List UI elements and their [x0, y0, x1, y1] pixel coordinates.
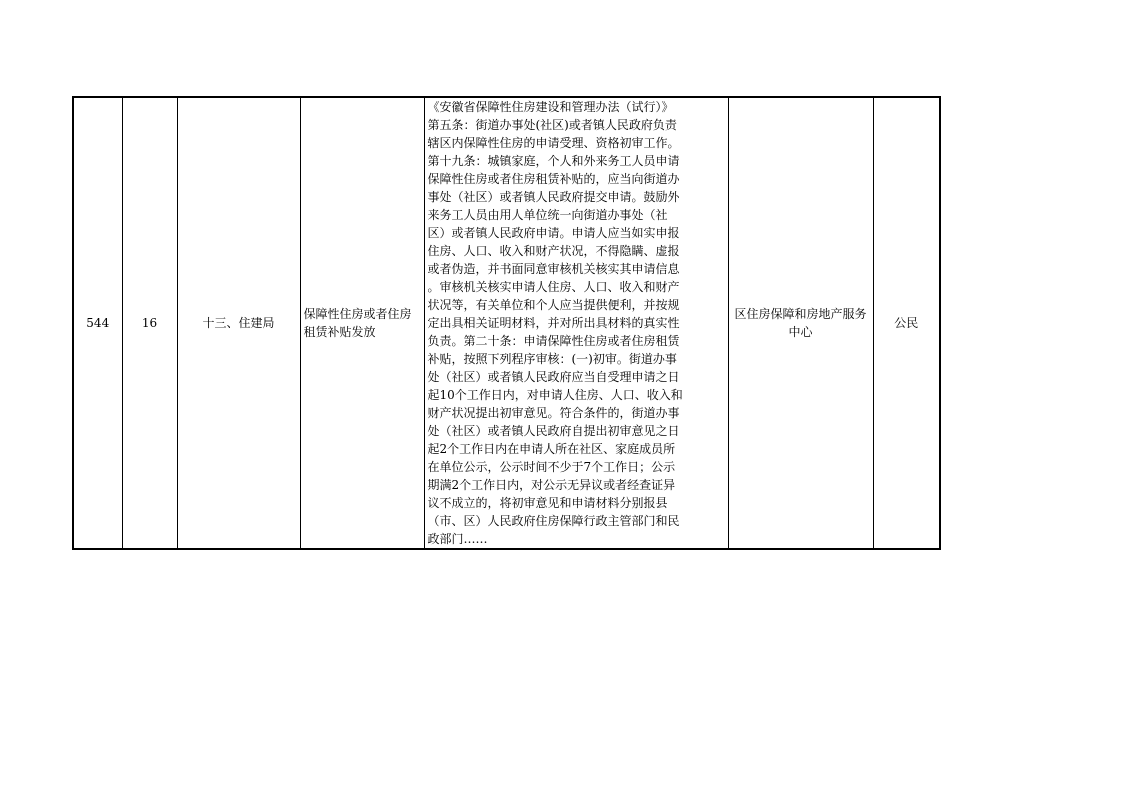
table-row [73, 97, 940, 549]
legal-basis-line: 政部门…… [427, 532, 488, 546]
department-cell: 十三、住建局 [177, 97, 300, 549]
legal-basis-line: 在单位公示，公示时间不少于7个工作日；公示 [427, 460, 676, 474]
target-cell: 公民 [873, 97, 940, 549]
data-table [72, 96, 941, 550]
sub-serial-cell: 16 [122, 97, 177, 549]
legal-basis-line: 第十九条：城镇家庭，个人和外来务工人员申请 [427, 154, 680, 168]
legal-basis-line: 事处（社区）或者镇人民政府提交申请。鼓励外 [427, 190, 680, 204]
legal-basis-line: 财产状况提出初审意见。符合条件的，街道办事 [427, 406, 680, 420]
legal-basis-line: 起10个工作日内，对申请人住房、人口、收入和 [427, 388, 683, 402]
item-name-cell: 保障性住房或者住房租赁补贴发放 [300, 97, 424, 549]
legal-basis-line: 。审核机关核实申请人住房、人口、收入和财产 [427, 280, 680, 294]
legal-basis-line: 来务工人员由用人单位统一向街道办事处（社 [427, 208, 668, 222]
legal-basis-line: 补贴，按照下列程序审核：(一)初审。街道办事 [427, 352, 677, 366]
legal-basis-line: 保障性住房或者住房租赁补贴的，应当向街道办 [427, 172, 680, 186]
legal-basis-line: 处（社区）或者镇人民政府应当自受理申请之日 [427, 370, 680, 384]
legal-basis-line: 负责。第二十条：申请保障性住房或者住房租赁 [427, 334, 680, 348]
legal-basis-line: 《安徽省保障性住房建设和管理办法（试行）》 [427, 100, 674, 114]
legal-basis-line: 议不成立的，将初审意见和申请材料分别报县 [427, 496, 668, 510]
legal-basis-text [428, 98, 725, 548]
legal-basis-line: 或者伪造，并书面同意审核机关核实其申请信息 [427, 262, 680, 276]
legal-basis-line: 第五条：街道办事处(社区)或者镇人民政府负责 [427, 118, 677, 132]
legal-basis-line: 起2个工作日内在申请人所在社区、家庭成员所 [427, 442, 676, 456]
legal-basis-line: （市、区）人民政府住房保障行政主管部门和民 [427, 514, 680, 528]
legal-basis-line: 状况等，有关单位和个人应当提供便利，并按规 [427, 298, 680, 312]
legal-basis-line: 期满2个工作日内，对公示无异议或者经查证异 [427, 478, 676, 492]
serial-cell: 544 [73, 97, 122, 549]
legal-basis-line: 处（社区）或者镇人民政府自提出初审意见之日 [427, 424, 680, 438]
legal-basis-line: 定出具相关证明材料，并对所出具材料的真实性 [427, 316, 680, 330]
legal-basis-line: 住房、人口、收入和财产状况，不得隐瞒、虚报 [427, 244, 680, 258]
legal-basis-cell [424, 97, 728, 549]
legal-basis-line: 辖区内保障性住房的申请受理、资格初审工作。 [427, 136, 680, 150]
implementing-agency-cell: 区住房保障和房地产服务中心 [728, 97, 873, 549]
legal-basis-line: 区）或者镇人民政府申请。申请人应当如实申报 [427, 226, 680, 240]
